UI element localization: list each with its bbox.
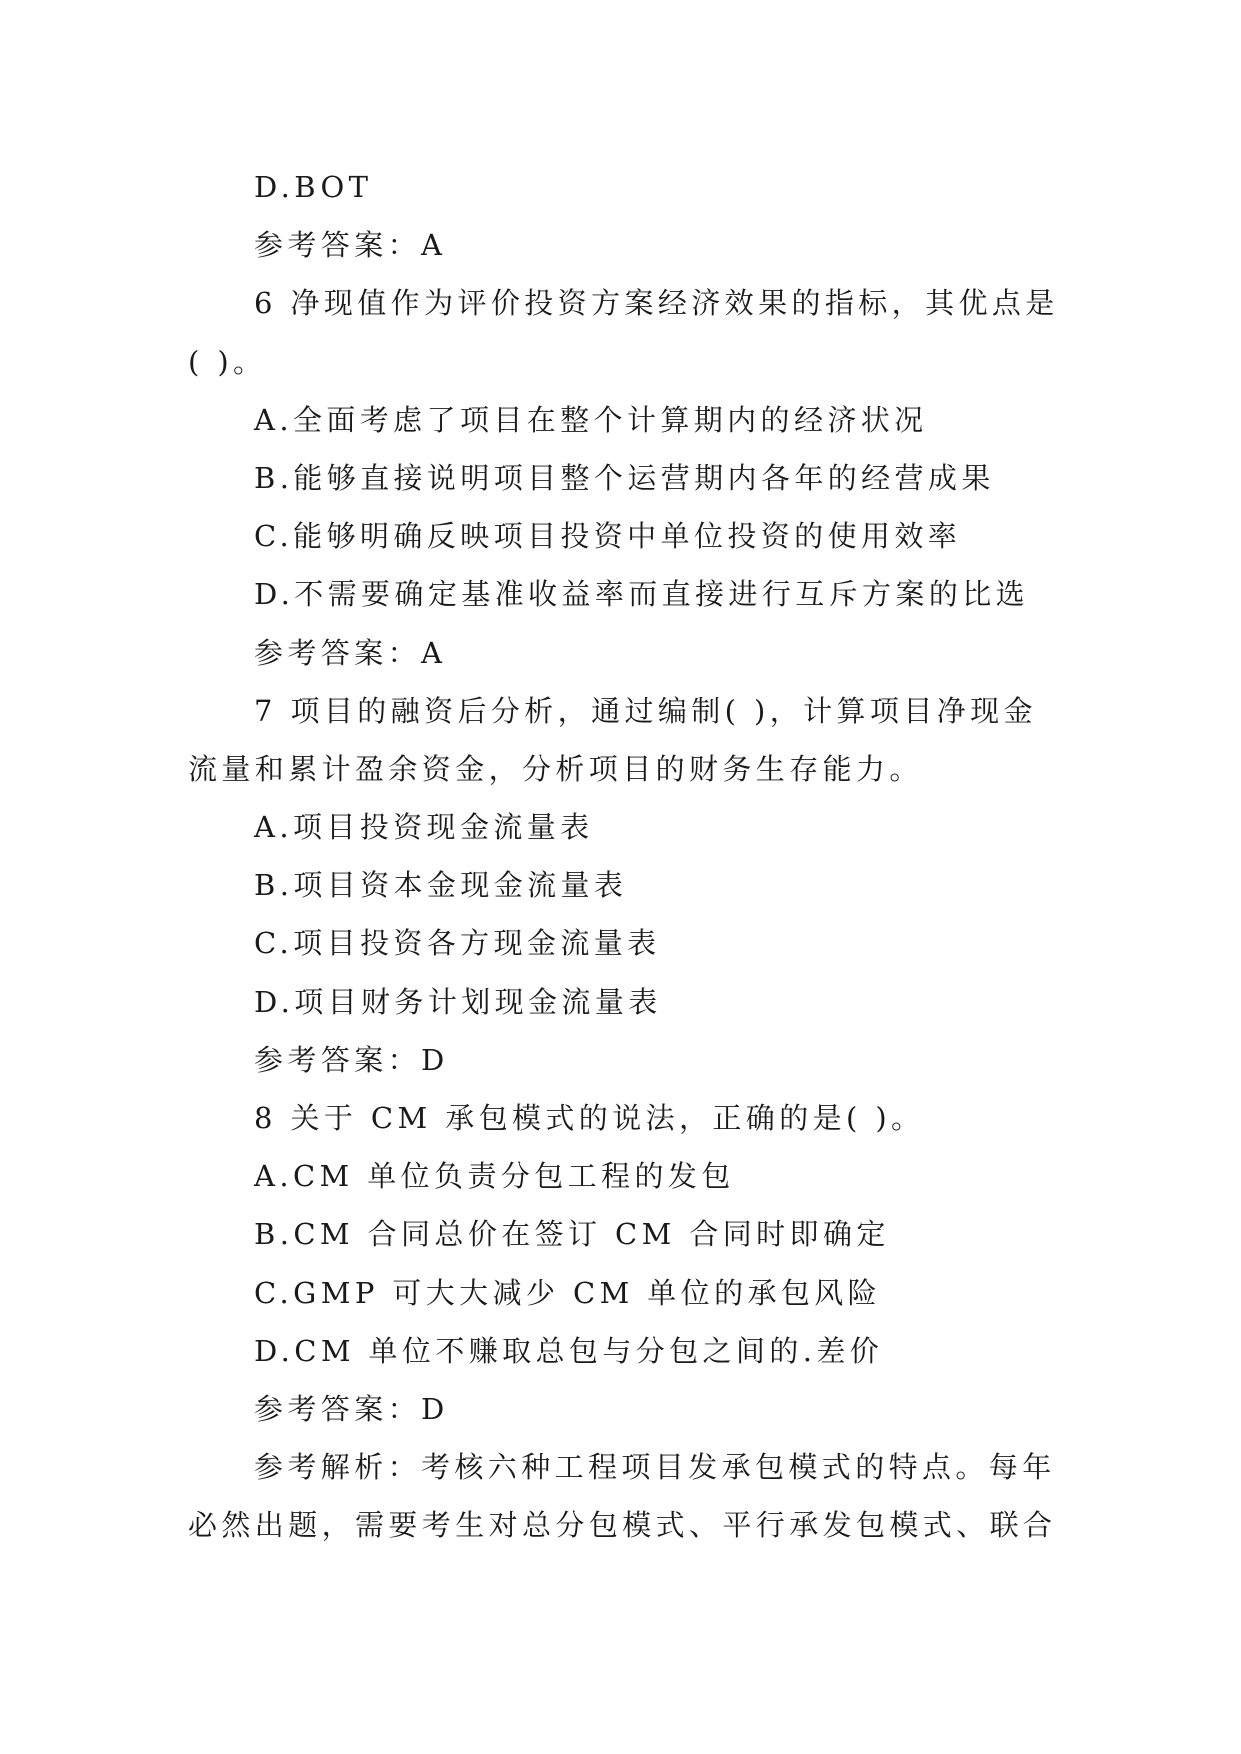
answer-line: 参考答案：A (254, 228, 447, 263)
option-line: D.CM 单位不赚取总包与分包之间的.差价 (254, 1333, 884, 1368)
option-line: A.全面考虑了项目在整个计算期内的经济状况 (254, 402, 928, 437)
question-line: 7 项目的融资后分析，通过编制( )，计算项目净现金 (254, 693, 1037, 728)
option-line: D.项目财务计划现金流量表 (254, 984, 662, 1019)
option-line: D.不需要确定基准收益率而直接进行互斥方案的比选 (254, 577, 1030, 612)
question-line: 8 关于 CM 承包模式的说法，正确的是( )。 (254, 1101, 925, 1135)
analysis-line: 参考解析：考核六种工程项目发承包模式的特点。每年 (254, 1450, 1056, 1485)
option-line: B.能够直接说明项目整个运营期内各年的经营成果 (254, 460, 995, 495)
option-line: D.BOT (254, 170, 373, 204)
option-line: B.项目资本金现金流量表 (254, 868, 628, 903)
question-line: 6 净现值作为评价投资方案经济效果的指标，其优点是 (254, 286, 1059, 321)
option-line: A.CM 单位负责分包工程的发包 (254, 1159, 735, 1194)
answer-line: 参考答案：D (254, 1042, 449, 1077)
question-line-continued: 流量和累计盈余资金，分析项目的财务生存能力。 (188, 751, 923, 786)
option-line: A.项目投资现金流量表 (254, 810, 594, 845)
answer-line: 参考答案：A (254, 635, 447, 670)
option-line: C.GMP 可大大减少 CM 单位的承包风险 (254, 1275, 882, 1310)
analysis-line-continued: 必然出题，需要考生对总分包模式、平行承发包模式、联合 (188, 1508, 1057, 1543)
document-body (188, 158, 1058, 1555)
option-line: B.CM 合同总价在签订 CM 合同时即确定 (254, 1217, 890, 1252)
question-line-continued: ( )。 (188, 344, 267, 379)
option-line: C.能够明确反映项目投资中单位投资的使用效率 (254, 519, 962, 554)
answer-line: 参考答案：D (254, 1391, 449, 1426)
option-line: C.项目投资各方现金流量表 (254, 926, 661, 961)
